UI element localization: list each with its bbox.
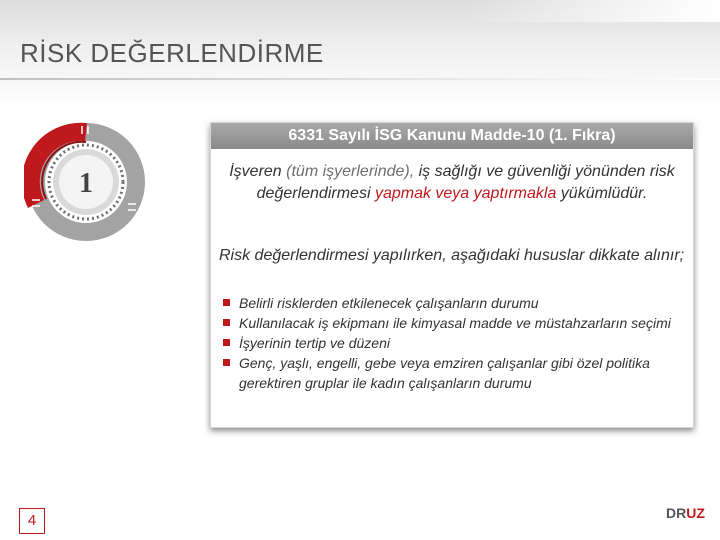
brand-part-1: DR bbox=[666, 505, 687, 521]
considerations-list bbox=[223, 293, 689, 393]
brand-logo bbox=[666, 505, 705, 521]
list-item-text: Genç, yaşlı, engelli, gebe veya emziren çalışanlar gibi özel politika gerektiren gruplar ile kadın çalışanların durumu bbox=[239, 355, 650, 391]
considerations-intro: Risk değerlendirmesi yapılırken, aşağıdaki hususlar dikkate alınır; bbox=[219, 247, 685, 264]
list-item bbox=[223, 313, 689, 333]
step-ring-graphic bbox=[24, 120, 148, 244]
para1-part-c: iş sağlığı ve güvenliği yönünden risk değerlendirmesi bbox=[256, 163, 675, 202]
slide-title: RİSK DEĞERLENDİRME bbox=[20, 38, 324, 68]
list-item-text: Kullanılacak iş ekipmanı ile kimyasal madde ve müstahzarların seçimi bbox=[239, 315, 671, 331]
content-panel bbox=[210, 122, 694, 428]
bullet-square-icon bbox=[223, 319, 230, 326]
para1-part-e: yükümlüdür. bbox=[556, 185, 648, 202]
para1-part-d: yapmak veya yaptırmakla bbox=[374, 185, 557, 202]
bullet-square-icon bbox=[223, 339, 230, 346]
obligation-paragraph bbox=[229, 161, 675, 205]
list-item-text: İşyerinin tertip ve düzeni bbox=[239, 335, 390, 351]
bullet-square-icon bbox=[223, 299, 230, 306]
list-item-text: Belirli risklerden etkilenecek çalışanların durumu bbox=[239, 295, 539, 311]
para1-part-b: (tüm işyerlerinde), bbox=[286, 163, 415, 180]
para1-part-a: İşveren bbox=[229, 163, 287, 180]
header-highlight bbox=[460, 0, 720, 22]
title-divider bbox=[0, 78, 720, 80]
list-item bbox=[223, 353, 689, 393]
step-number: 1 bbox=[79, 168, 93, 199]
list-item bbox=[223, 333, 689, 353]
brand-part-2: UZ bbox=[686, 505, 705, 521]
list-item bbox=[223, 293, 689, 313]
bullet-square-icon bbox=[223, 359, 230, 366]
page-number: 4 bbox=[19, 508, 45, 534]
step-ring bbox=[24, 120, 148, 244]
panel-header: 6331 Sayılı İSG Kanunu Madde-10 (1. Fıkra) bbox=[211, 123, 693, 149]
